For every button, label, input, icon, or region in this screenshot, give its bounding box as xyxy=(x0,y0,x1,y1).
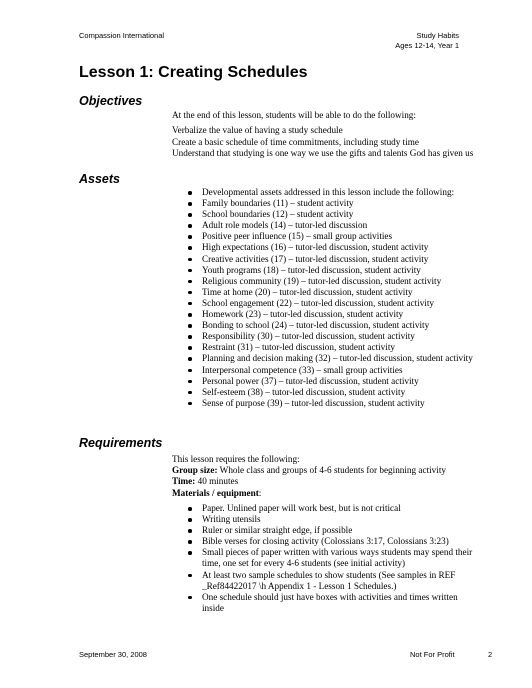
asset-item: School engagement (22) – tutor-led discussion, student activity xyxy=(186,298,473,309)
requirements-intro: This lesson requires the following: xyxy=(172,454,300,464)
asset-item: Developmental assets addressed in this lesson include the following: xyxy=(186,187,473,198)
asset-item: Adult role models (14) – tutor-led discussion xyxy=(186,220,473,231)
asset-item: Creative activities (17) – tutor-led discussion, student activity xyxy=(186,254,473,265)
asset-item: Interpersonal competence (33) – small group activities xyxy=(186,365,473,376)
time-label: Time: xyxy=(172,476,196,487)
group-size-label: Group size: xyxy=(172,465,218,476)
time-line xyxy=(172,476,446,487)
material-item: Ruler or similar straight edge, if possible xyxy=(186,525,472,536)
material-item xyxy=(186,570,472,592)
material-item: Paper. Unlined paper will work best, but is not critical xyxy=(186,503,472,514)
materials-colon: : xyxy=(258,487,262,498)
footer-date: September 30, 2008 xyxy=(79,650,147,659)
objective-item: Verbalize the value of having a study schedule xyxy=(172,125,343,135)
material-item: Bible verses for closing activity (Colossians 3:17, Colossians 3:23) xyxy=(186,536,472,547)
group-size-value: Whole class and groups of 4-6 students for beginning activity xyxy=(217,465,446,476)
objective-item: Create a basic schedule of time commitments, including study time xyxy=(172,136,419,147)
asset-item: Personal power (37) – tutor-led discussion, student activity xyxy=(186,376,473,387)
objectives-block xyxy=(172,110,473,160)
asset-item: Restraint (31) – tutor-led discussion, student activity xyxy=(186,342,473,353)
asset-item: Self-esteem (38) – tutor-led discussion, student activity xyxy=(186,387,473,398)
requirements-block xyxy=(172,454,446,499)
asset-item: Time at home (20) – tutor-led discussion, student activity xyxy=(186,287,473,298)
asset-item: Homework (23) – tutor-led discussion, student activity xyxy=(186,309,473,320)
assets-heading: Assets xyxy=(79,172,120,186)
asset-item: Planning and decision making (32) – tutor-led discussion, student activity xyxy=(186,353,473,364)
material-item-text: One schedule should just have boxes with activities and times written inside xyxy=(202,591,458,613)
asset-item: Youth programs (18) – tutor-led discussion, student activity xyxy=(186,265,473,276)
footer-label: Not For Profit xyxy=(410,650,455,659)
material-item-text: Small pieces of paper written with various ways students may spend their time, one set for every 4-6 students (see initial activity) xyxy=(202,547,473,569)
group-size-line xyxy=(172,465,446,476)
material-item-text: At least two sample schedules to show students (See samples in REF _Ref84422017 \h Appendix 1 - Lesson 1 Schedules.) xyxy=(202,569,456,591)
header-course-info xyxy=(395,31,459,51)
asset-item: Family boundaries (11) – student activity xyxy=(186,198,473,209)
header-course-title: Study Habits xyxy=(416,31,459,40)
asset-item: Responsibility (30) – tutor-led discussion, student activity xyxy=(186,331,473,342)
objectives-intro: At the end of this lesson, students will be able to do the following: xyxy=(172,110,416,120)
asset-item: School boundaries (12) – student activity xyxy=(186,209,473,220)
asset-item: Religious community (19) – tutor-led discussion, student activity xyxy=(186,276,473,287)
material-item xyxy=(186,547,472,569)
asset-item: Sense of purpose (39) – tutor-led discussion, student activity xyxy=(186,398,473,409)
material-item xyxy=(186,592,472,614)
materials-list xyxy=(186,503,472,614)
objectives-heading: Objectives xyxy=(79,94,143,108)
assets-list xyxy=(186,187,473,409)
materials-line xyxy=(172,488,446,499)
materials-label: Materials / equipment xyxy=(172,487,259,498)
objective-item: Understand that studying is one way we use the gifts and talents God has given us xyxy=(172,148,474,158)
header-course-ages: Ages 12-14, Year 1 xyxy=(395,41,459,50)
asset-item: Positive peer influence (15) – small group activities xyxy=(186,231,473,242)
page-number: 2 xyxy=(488,650,493,659)
material-item: Writing utensils xyxy=(186,514,472,525)
requirements-heading: Requirements xyxy=(79,436,163,450)
lesson-title: Lesson 1: Creating Schedules xyxy=(79,64,308,81)
time-value: 40 minutes xyxy=(195,476,239,487)
asset-item: High expectations (16) – tutor-led discussion, student activity xyxy=(186,242,473,253)
asset-item: Bonding to school (24) – tutor-led discussion, student activity xyxy=(186,320,473,331)
header-organization: Compassion International xyxy=(79,31,165,40)
